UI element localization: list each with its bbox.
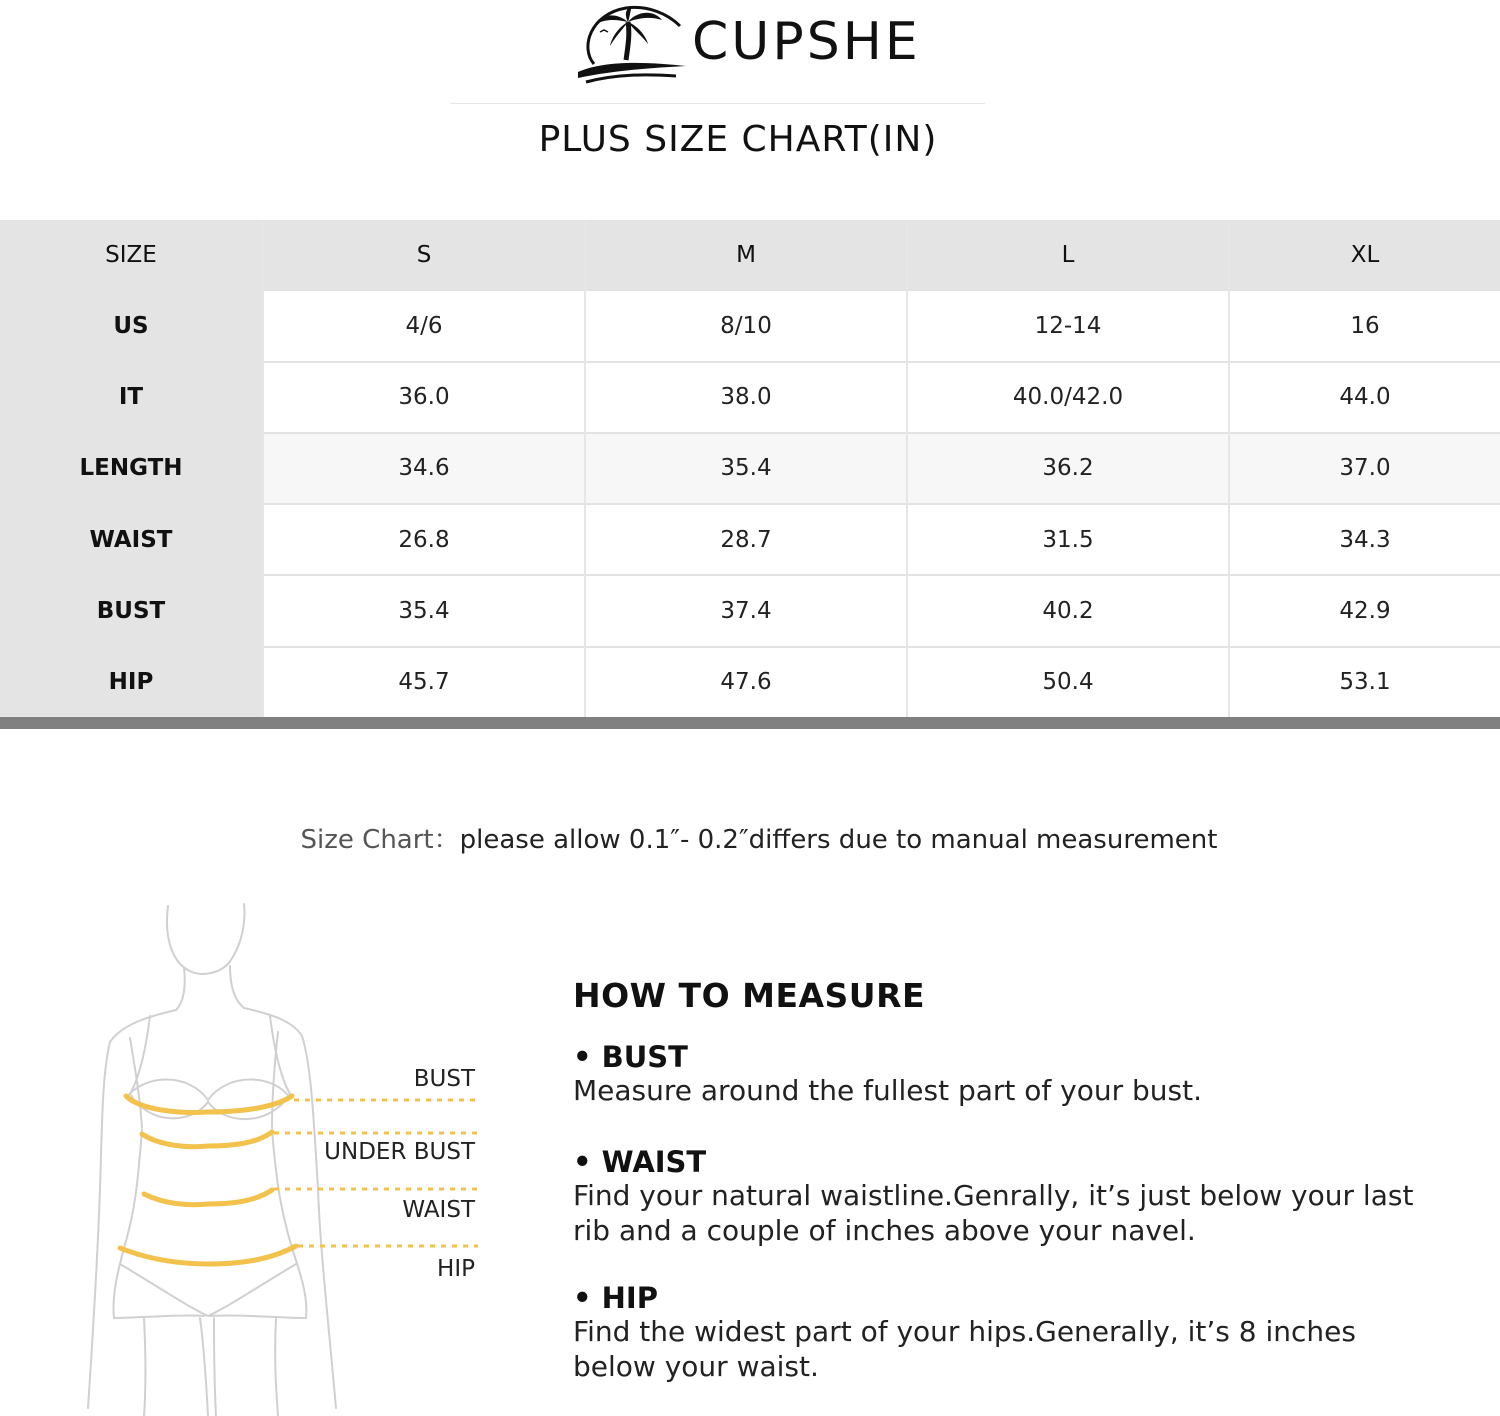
row-label: US	[0, 290, 263, 361]
row-label: HIP	[0, 647, 263, 717]
row-label: LENGTH	[0, 433, 263, 504]
measurement-note	[0, 822, 1500, 858]
how-to-measure-title: HOW TO MEASURE	[573, 976, 926, 1015]
table-header-cell: XL	[1229, 220, 1500, 290]
table-cell: 53.1	[1229, 647, 1500, 717]
note-text: please allow 0.1″- 0.2″differs due to manual measurement	[459, 825, 1218, 855]
table-row	[0, 362, 1500, 433]
bust-label: BUST	[413, 1066, 475, 1092]
note-label: Size Chart：	[300, 825, 460, 855]
brand-name: CUPSHE	[692, 12, 921, 72]
table-cell: 36.2	[907, 433, 1229, 504]
table-header-cell: SIZE	[0, 220, 263, 290]
table-cell: 12-14	[907, 290, 1229, 361]
table-cell: 4/6	[263, 290, 585, 361]
table-cell: 16	[1229, 290, 1500, 361]
how-to-measure-section	[573, 975, 1473, 1384]
title-divider	[450, 103, 985, 104]
table-cell: 47.6	[585, 647, 907, 717]
table-cell: 34.6	[263, 433, 585, 504]
measure-item-bust	[573, 1041, 1473, 1108]
table-cell: 37.4	[585, 575, 907, 646]
table-cell: 28.7	[585, 504, 907, 575]
table-cell: 31.5	[907, 504, 1229, 575]
under-bust-label: UNDER BUST	[324, 1139, 475, 1165]
table-bottom-bar	[0, 717, 1500, 729]
waist-label: WAIST	[402, 1197, 475, 1223]
brand-logo	[576, 2, 921, 86]
table-header-cell: S	[263, 220, 585, 290]
measure-item-heading: • WAIST	[573, 1145, 707, 1179]
palm-tree-icon	[576, 2, 688, 86]
table-cell: 40.2	[907, 575, 1229, 646]
measure-item-waist	[573, 1146, 1473, 1248]
row-label: IT	[0, 362, 263, 433]
table-cell: 44.0	[1229, 362, 1500, 433]
page-title: PLUS SIZE CHART(IN)	[538, 119, 938, 160]
table-row	[0, 504, 1500, 575]
table-cell: 36.0	[263, 362, 585, 433]
measure-item-heading: • BUST	[573, 1040, 688, 1074]
measure-item-text: Find the widest part of your hips.Generally, it’s 8 inches below your waist.	[573, 1315, 1356, 1383]
table-row	[0, 647, 1500, 717]
table-cell: 26.8	[263, 504, 585, 575]
table-cell: 40.0/42.0	[907, 362, 1229, 433]
table-row	[0, 575, 1500, 646]
table-header-row	[0, 220, 1500, 290]
measure-item-text: Measure around the fullest part of your bust.	[573, 1074, 1203, 1107]
measure-item-heading: • HIP	[573, 1281, 658, 1315]
table-cell: 34.3	[1229, 504, 1500, 575]
table-cell: 42.9	[1229, 575, 1500, 646]
size-chart-table	[0, 220, 1500, 717]
table-cell: 37.0	[1229, 433, 1500, 504]
table-cell: 38.0	[585, 362, 907, 433]
table-header-cell: M	[585, 220, 907, 290]
table-cell: 8/10	[585, 290, 907, 361]
table-cell: 35.4	[585, 433, 907, 504]
table-cell: 35.4	[263, 575, 585, 646]
table-cell: 45.7	[263, 647, 585, 717]
measure-item-text: Find your natural waistline.Genrally, it’s just below your last rib and a couple of inches above your navel.	[573, 1179, 1414, 1247]
row-label: WAIST	[0, 504, 263, 575]
row-label: BUST	[0, 575, 263, 646]
table-cell: 50.4	[907, 647, 1229, 717]
measure-item-hip	[573, 1282, 1473, 1384]
table-row	[0, 433, 1500, 504]
table-header-cell: L	[907, 220, 1229, 290]
table-row	[0, 290, 1500, 361]
hip-label: HIP	[437, 1256, 475, 1282]
